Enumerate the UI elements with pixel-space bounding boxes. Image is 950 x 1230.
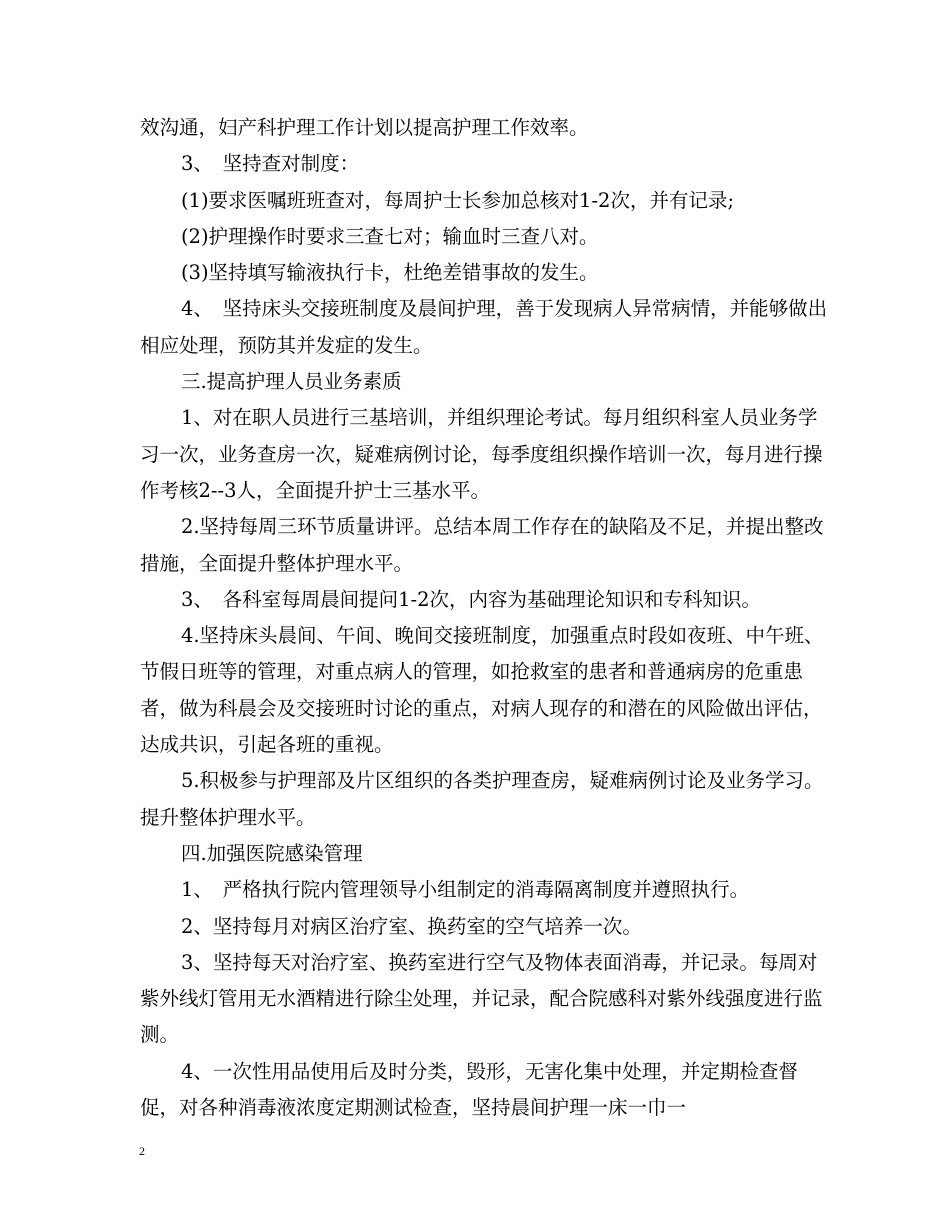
section-heading-4: 四.加强医院感染管理: [180, 841, 363, 865]
paragraph-continuation: 效沟通，妇产科护理工作计划以提高护理工作效率。: [140, 116, 589, 139]
paragraph-daily-disinfection: 3、坚持每天对治疗室、换药室进行空气及物体表面消毒，并记录。每周对紫外线灯管用无水酒精进行除尘处理，并记录，配合院感科对紫外线强度进行监测。: [140, 950, 823, 1047]
paragraph-bedside-handover: 4、 坚持床头交接班制度及晨间护理，善于发现病人异常病情，并能够做出相应处理，预防其并发症的发生。: [140, 297, 828, 357]
paragraph-disinfection-policy: 1、 严格执行院内管理领导小组制定的消毒隔离制度并遵照执行。: [180, 878, 750, 902]
paragraph-disposables: 4、一次性用品使用后及时分类，毁形，无害化集中处理，并定期检查督促，对各种消毒液浓度定期测试检查，坚持晨间护理一床一巾一: [140, 1059, 798, 1120]
paragraph-air-culture: 2、坚持每月对病区治疗室、换药室的空气培养一次。: [180, 914, 642, 938]
page-number: 2: [139, 1144, 145, 1158]
paragraph-training: 1、对在职人员进行三基培训，并组织理论考试。每月组织科室人员业务学习一次，业务查房一次，疑难病例讨论，每季度组织操作培训一次，每月进行操作考核2--3人，全面提升护士三基水平。: [140, 406, 823, 502]
paragraph-check-item-3: (3)坚持填写输液执行卡，杜绝差错事故的发生。: [180, 261, 599, 285]
paragraph-quality-review: 2.坚持每周三环节质量讲评。总结本周工作存在的缺陷及不足，并提出整改措施，全面提升整体护理水平。: [140, 515, 824, 575]
paragraph-check-item-1: (1)要求医嘱班班查对，每周护士长参加总核对1-2次，并有记录;: [180, 188, 735, 212]
document-body: [140, 110, 830, 1126]
paragraph-ward-rounds: 5.积极参与护理部及片区组织的各类护理查房，疑难病例讨论及业务学习。提升整体护理水平。: [140, 769, 824, 829]
paragraph-morning-questions: 3、 各科室每周晨间提问1-2次，内容为基础理论知识和专科知识。: [180, 587, 761, 611]
paragraph-check-item-2: (2)护理操作时要求三查七对；输血时三查八对。: [180, 224, 599, 248]
paragraph-shift-handover: 4.坚持床头晨间、午间、晚间交接班制度，加强重点时段如夜班、中午班、节假日班等的管理，对重点病人的管理，如抢救室的患者和普通病房的危重患者，做为科晨会及交接班时讨论的重点，对病人现存的和潜在的风险做出评估，达成共识，引起各班的重视。: [140, 624, 824, 757]
section-heading-3: 三.提高护理人员业务素质: [180, 370, 402, 394]
paragraph-check-system: 3、 坚持查对制度：: [180, 152, 360, 176]
